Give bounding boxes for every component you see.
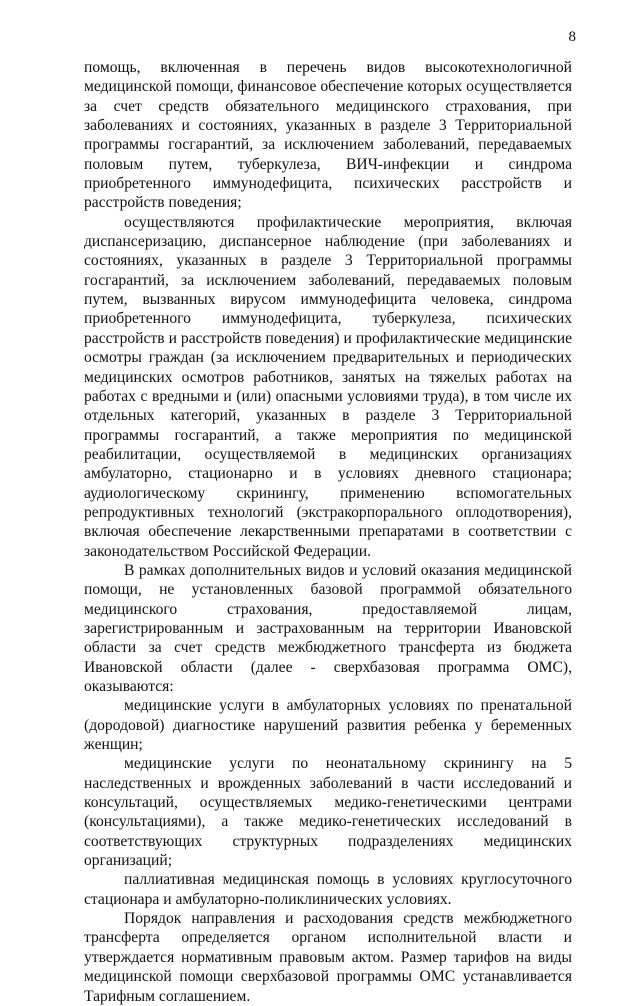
paragraph-prenatal-diagnostics: медицинские услуги в амбулаторных условиях по пренатальной (дородовой) диагностике нарушений развития ребенка у беременных женщин; [84, 697, 572, 754]
paragraph-preventive-measures: осуществляются профилактические мероприятия, включая диспансеризацию, диспансерное наблюдение (при заболеваниях и состояниях, указанных в разделе 3 Территориальной программы госгарантий, за исключением заболеваний, передаваемых половым путем, вызванных вирусом иммунодефицита человека, синдрома приобретенного иммунодефицита, туберкулеза, психических расстройств и расстройств поведения) и профилактические медицинские осмотры граждан (за исключением предварительных и периодических медицинских осмотров работников, занятых на тяжелых работах на работах с вредными и (или) опасными условиями труда), в том числе их отдельных категорий, указанных в разделе 3 Территориальной программы госгарантий, а также мероприятия по медицинской реабилитации, осуществляемой в медицинских организациях амбулаторно, стационарно и в условиях дневного стационара; аудиологическому скринингу, применению вспомогательных репродуктивных технологий (экстракорпорального оплодотворения), включая обеспечение лекарственными препаратами в соответствии с законодательством Российской Федерации. [84, 213, 572, 560]
page-number: 8 [568, 29, 576, 45]
paragraph-palliative-care: паллиативная медицинская помощь в условиях круглосуточного стационара и амбулаторно-поликлинических условиях. [84, 871, 572, 908]
paragraph-vmp-continuation: помощь, включенная в перечень видов высокотехнологичной медицинской помощи, финансовое обеспечение которых осуществляется за счет средств обязательного медицинского страхования, при заболеваниях и состояниях, указанных в разделе 3 Территориальной программы госгарантий, за исключением заболеваний, передаваемых половым путем, туберкулеза, ВИЧ-инфекции и синдрома приобретенного иммунодефицита, психических расстройств и расстройств поведения; [84, 59, 572, 212]
paragraph-funding-procedure: Порядок направления и расходования средств межбюджетного трансферта определяется органом исполнительной власти и утверждается нормативным правовым актом. Размер тарифов на виды медицинской помощи сверхбазовой программы ОМС устанавливается Тарифным соглашением. [84, 910, 572, 1005]
document-body [84, 58, 572, 1006]
paragraph-neonatal-screening: медицинские услуги по неонатальному скринингу на 5 наследственных и врожденных заболеваний в части исследований и консультаций, осуществляемых медико-генетическими центрами (консультациями), а также медико-генетических исследований в соответствующих структурных подразделениях медицинских организаций; [84, 755, 572, 870]
paragraph-additional-types: В рамках дополнительных видов и условий оказания медицинской помощи, не установленных базовой программой обязательного медицинского страхования, предоставляемой лицам, зарегистрированным и застрахованным на территории Ивановской области за счет средств межбюджетного трансферта из бюджета Ивановской области (далее - сверхбазовая программа ОМС), оказываются: [84, 561, 572, 695]
